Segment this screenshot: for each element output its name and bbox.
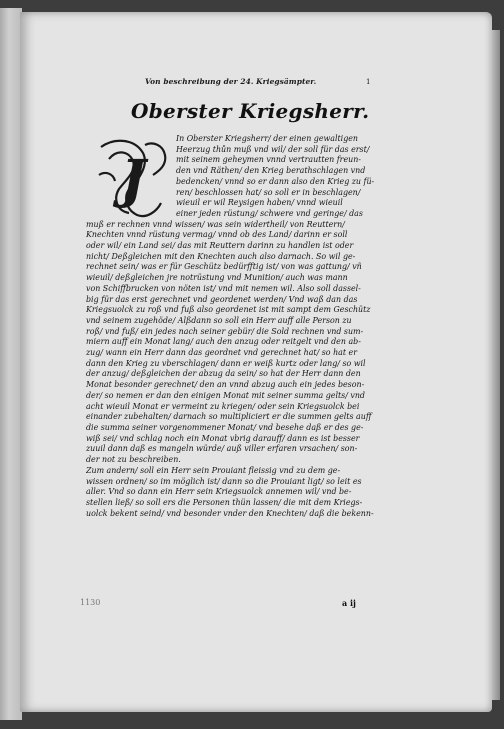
text-line: aller. Vnd so dann ein Herr sein Kriegsuolck annemen wil/ vnd be- <box>86 487 352 497</box>
text-line: mit seinem geheymen vnnd vertrautten freun- <box>176 155 361 165</box>
text-line: miern auff ein Monat lang/ auch den anzug oder reitgelt vnd den ab- <box>86 337 361 347</box>
text-line: der/ so nemen er dan den einigen Monat mit seiner summa gelts/ vnd <box>86 390 365 400</box>
text-line: roß/ vnd fuß/ ein jedes nach seiner gebür/ die Sold rechnen vnd sum- <box>86 326 364 336</box>
text-line: Heerzug thůn muß vnd wil/ der soll für das erst/ <box>176 144 370 154</box>
initial-letter: J <box>121 149 146 210</box>
text-line: einander zubehalten/ darnach so multipliciert er die summen gelts auff <box>86 412 372 422</box>
text-line: von Schiffbrucken von nöten ist/ vnd mit nemen wil. Also soll dassel- <box>86 283 361 293</box>
text-line: rechnet sein/ was er für Geschütz bedürfftig ist/ von was gattung/ vñ <box>86 262 362 272</box>
folio-number: 1 <box>366 78 371 86</box>
margin-mark: 1130 <box>80 598 101 607</box>
text-line: ren/ beschlossen hat/ so soll er in beschlagen/ <box>176 187 361 197</box>
running-head: Von beschreibung der 24. Kriegsämpter. <box>145 77 317 86</box>
text-line: In Oberster Kriegsherr/ der einen gewaltigen <box>176 134 358 143</box>
text-line: acht wieuil Monat er vermeint zu kriegen/ oder sein Kriegsuolck bei <box>86 401 360 411</box>
text-line: zuuil dann daß es mangeln würde/ auß viller erfaren vrsachen/ son- <box>86 444 358 454</box>
text-line: wieuil/ deßgleichen jre notrüstung vnd Munition/ auch was mann <box>86 273 348 283</box>
body-text <box>86 134 386 519</box>
text-line: uolck bekent seind/ vnd besonder vnder den Knechten/ daß die bekenn- <box>86 508 374 518</box>
page-block-edge <box>492 30 500 700</box>
text-line: die summa seiner vorgenommener Monat/ vnd besehe daß er des ge- <box>86 422 364 432</box>
text-line: einer jeden rüstung/ schwere vnd geringe/ das <box>176 208 363 218</box>
text-line: Monat besonder gerechnet/ den an vnnd abzug auch ein jedes beson- <box>86 380 365 390</box>
text-line: big für das erst gerechnet vnd geordenet werden/ Vnd waß dan das <box>86 294 358 304</box>
text-line: wissen ordnen/ so im möglich ist/ dann so die Prouiant ligt/ so leit es <box>86 476 362 486</box>
text-line: bedencken/ vnnd so er dann also den Krieg zu fü- <box>176 176 375 186</box>
text-line: Kriegsuolck zu roß vnd fuß also geordenet ist mit sampt dem Geschütz <box>86 305 371 315</box>
text-line: Zum andern/ soll ein Herr sein Prouiant fleissig vnd zu dem ge- <box>86 465 341 475</box>
text-line: wiß sei/ vnd schlag noch ein Monat vbrig darauff/ dann es ist besser <box>86 433 360 443</box>
text-line: dann den Krieg zu vberschlagen/ dann er weiß kurtz oder lang/ so wil <box>86 358 366 368</box>
signature-mark: a ij <box>342 598 356 608</box>
text-line: zug/ wann ein Herr dann das geordnet vnd gerechnet hat/ so hat er <box>86 348 357 358</box>
text-line: Knechten vnnd rüstung vermag/ vnnd ob des Land/ darinn er soll <box>86 230 348 240</box>
text-line: der not zu beschreiben. <box>86 455 181 465</box>
text-line: vnd seinem zugehöde/ Alßdann so soll ein Herr auff alle Person zu <box>86 315 352 325</box>
text-line: nicht/ Deßgleichen mit den Knechten auch also darnach. So wil ge- <box>86 251 356 261</box>
previous-leaf-edge <box>0 8 22 720</box>
text-line: oder wil/ ein Land sei/ das mit Reuttern darinn zu handlen ist oder <box>86 241 354 251</box>
page-title: Oberster Kriegsherr. <box>131 99 370 123</box>
text-line: der anzug/ deßgleichen der abzug da sein/ so hat der Herr dann den <box>86 369 361 379</box>
text-line: stellen ließ/ so soll ers die Personen thün lassen/ die mit dem Kriegs- <box>86 497 363 507</box>
text-line: wieuil er wil Reysigen haben/ vnnd wieuil <box>176 198 343 208</box>
text-line: den vnd Räthen/ den Krieg berathschlagen vnd <box>176 166 366 176</box>
text-line: muß er rechnen vnnd wissen/ was sein widertheil/ von Reuttern/ <box>86 219 345 229</box>
